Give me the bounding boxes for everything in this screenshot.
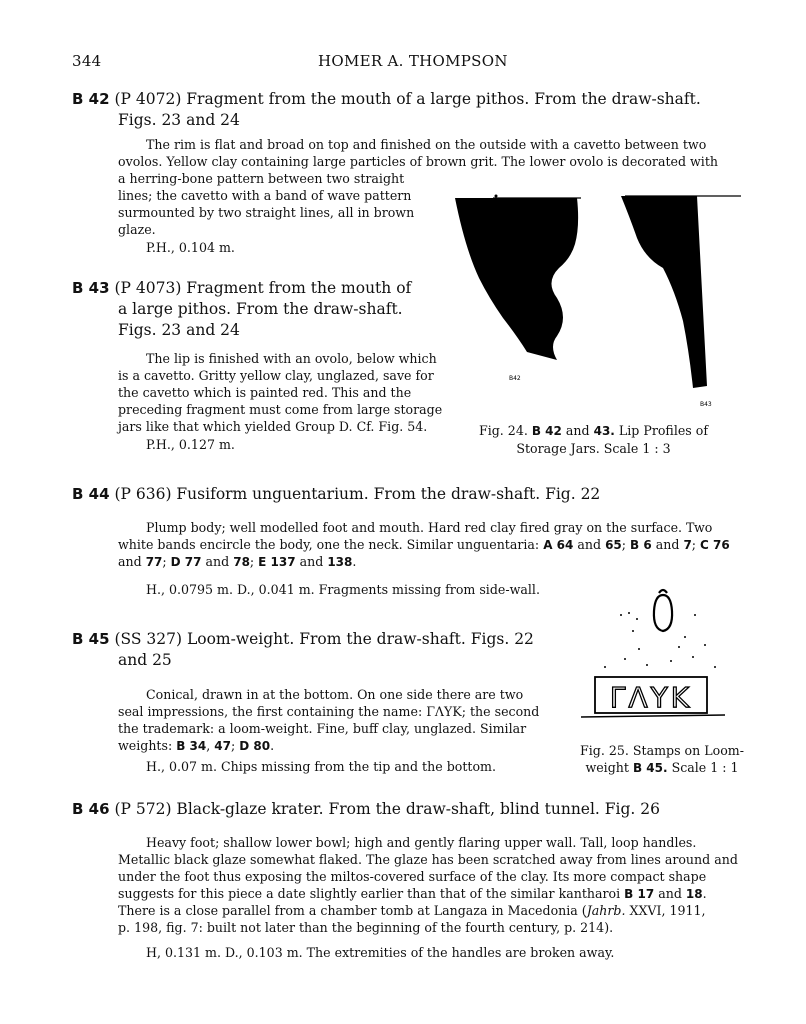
description-text: and bbox=[655, 537, 680, 552]
loom-weight-stamp bbox=[654, 590, 672, 631]
catalogue-number: B 43 bbox=[72, 279, 110, 297]
description-text: and bbox=[299, 554, 324, 569]
description-line: jars like that which yielded Group D. Cf. Fig. 54. bbox=[118, 419, 428, 434]
description-line: the cavetto which is painted red. This and the bbox=[118, 385, 412, 400]
description-line: lines; the cavetto with a band of wave pattern bbox=[118, 188, 412, 203]
stipple-dots bbox=[604, 612, 716, 668]
caption-ref: 43. bbox=[593, 424, 615, 438]
measurements: H, 0.131 m. D., 0.103 m. The extremities of the handles are broken away. bbox=[146, 945, 615, 960]
entry-b46-heading bbox=[72, 799, 660, 820]
figure-24-profiles bbox=[445, 186, 745, 416]
description-line: a herring-bone pattern between two straight bbox=[118, 171, 405, 186]
description-line: The lip is finished with an ovolo, below which bbox=[146, 351, 437, 366]
description-text: XXVI, 1911, bbox=[629, 903, 706, 918]
caption-text: and bbox=[565, 423, 590, 438]
entry-title-cont: Figs. 23 and 24 bbox=[118, 321, 240, 339]
description-line: Heavy foot; shallow lower bowl; high and gently flaring upper wall. Tall, loop handles. bbox=[146, 835, 697, 850]
measurements: P.H., 0.127 m. bbox=[146, 437, 235, 452]
measurements: P.H., 0.104 m. bbox=[146, 240, 235, 255]
description-line: surmounted by two straight lines, all in brown bbox=[118, 205, 415, 220]
stamp-name: ΓΛΥΚ bbox=[609, 681, 693, 714]
description-text: There is a close parallel from a chamber tomb at Langaza in Macedonia ( bbox=[118, 903, 587, 918]
description-line: The rim is flat and broad on top and finished on the outside with a cavetto between two bbox=[146, 137, 707, 152]
description-line: p. 198, fig. 7: built not later than the beginning of the fourth century, p. 214). bbox=[118, 920, 614, 935]
measurements: H., 0.07 m. Chips missing from the tip and the bottom. bbox=[146, 759, 496, 774]
caption-ref: B 45. bbox=[632, 761, 668, 775]
description-line: suggests for this piece a date slightly earlier than that of the similar kantharoi B 17 and 18. bbox=[118, 886, 707, 901]
catalogue-ref: 7 bbox=[683, 538, 692, 552]
rim-dot bbox=[495, 195, 498, 198]
entry-title: (P 572) Black-glaze krater. From the draw-shaft, blind tunnel. Fig. 26 bbox=[114, 800, 660, 818]
entry-title-cont: a large pithos. From the draw-shaft. bbox=[118, 300, 403, 318]
description-line: Conical, drawn in at the bottom. On one side there are two bbox=[146, 687, 524, 702]
description-line: and 77; D 77 and 78; E 137 and 138. bbox=[118, 554, 357, 569]
catalogue-ref: C 76 bbox=[700, 538, 730, 552]
figure-25-caption bbox=[572, 742, 752, 777]
caption-text: Fig. 24. bbox=[478, 423, 528, 438]
catalogue-ref: 78 bbox=[233, 555, 250, 569]
measurements: H., 0.0795 m. D., 0.041 m. Fragments missing from side-wall. bbox=[146, 582, 540, 597]
catalogue-ref: B 17 bbox=[624, 887, 655, 901]
description-line: under the foot thus exposing the miltos-covered surface of the clay. Its more compact shape bbox=[118, 869, 707, 884]
catalogue-ref: 47 bbox=[214, 739, 231, 753]
page-number: 344 bbox=[72, 52, 102, 70]
journal-title: Jahrb. bbox=[586, 903, 626, 918]
caption-line: Fig. 25. Stamps on Loom- bbox=[580, 743, 744, 758]
catalogue-ref: E 137 bbox=[258, 555, 296, 569]
description-line: the trademark: a loom-weight. Fine, buff clay, unglazed. Similar bbox=[118, 721, 527, 736]
caption-line: Storage Jars. Scale 1 : 3 bbox=[516, 441, 671, 456]
description-line: Metallic black glaze somewhat flaked. The glaze has been scratched away from lines around and bbox=[118, 852, 738, 867]
description-text: and bbox=[118, 554, 142, 569]
entry-b42-heading bbox=[72, 89, 752, 110]
profile-b43 bbox=[621, 196, 707, 388]
description-text: suggests for this piece a date slightly earlier than that of the similar kantharoi bbox=[118, 886, 621, 901]
catalogue-number: B 42 bbox=[72, 90, 110, 108]
description-line: seal impressions, the first containing the name: ΓΛΥΚ; the second bbox=[118, 704, 540, 719]
catalogue-number: B 46 bbox=[72, 800, 110, 818]
entry-title-cont: and 25 bbox=[118, 651, 172, 669]
catalogue-number: B 45 bbox=[72, 630, 110, 648]
entry-title: (P 4073) Fragment from the mouth of bbox=[114, 279, 412, 297]
description-line: is a cavetto. Gritty yellow clay, unglazed, save for bbox=[118, 368, 434, 383]
caption-ref: B 42 bbox=[531, 424, 562, 438]
entry-b44-heading bbox=[72, 484, 600, 505]
figure-25-stamps bbox=[575, 585, 745, 735]
caption-text: weight bbox=[585, 760, 629, 775]
catalogue-ref: 18 bbox=[685, 887, 703, 901]
catalogue-ref: A 64 bbox=[543, 538, 574, 552]
stamp-baseline bbox=[581, 715, 725, 717]
description-text: weights: bbox=[118, 738, 173, 753]
description-line: ovolos. Yellow clay containing large particles of brown grit. The lower ovolo is decorated with bbox=[118, 154, 719, 169]
catalogue-ref: D 77 bbox=[170, 555, 202, 569]
description-text: white bands encircle the body, one the neck. Similar unguentaria: bbox=[118, 537, 540, 552]
caption-text: Scale 1 : 1 bbox=[671, 760, 739, 775]
description-line: white bands encircle the body, one the neck. Similar unguentaria: A 64 and 65; B 6 and 7; C 76 bbox=[118, 537, 730, 552]
figure-24-caption bbox=[456, 422, 731, 457]
caption-text: Lip Profiles of bbox=[618, 423, 709, 438]
description-line: preceding fragment must come from large storage bbox=[118, 402, 443, 417]
entry-title: (SS 327) Loom-weight. From the draw-shaft. Figs. 22 bbox=[114, 630, 534, 648]
profile-b42 bbox=[455, 198, 578, 360]
catalogue-ref: 138 bbox=[327, 555, 353, 569]
caption-line bbox=[456, 422, 731, 440]
label-b42: B42 bbox=[509, 375, 521, 382]
entry-b43-heading bbox=[72, 278, 411, 299]
catalogue-ref: 77 bbox=[145, 555, 163, 569]
running-title: HOMER A. THOMPSON bbox=[318, 52, 508, 70]
description-line: Plump body; well modelled foot and mouth. Hard red clay fired gray on the surface. Two bbox=[146, 520, 713, 535]
label-b43: B43 bbox=[700, 401, 712, 408]
catalogue-ref: D 80 bbox=[239, 739, 271, 753]
description-line: glaze. bbox=[118, 222, 156, 237]
entry-title: (P 636) Fusiform unguentarium. From the draw-shaft. Fig. 22 bbox=[114, 485, 601, 503]
entry-title: (P 4072) Fragment from the mouth of a large pithos. From the draw-shaft. bbox=[114, 90, 701, 108]
catalogue-ref: 65 bbox=[605, 538, 622, 552]
caption-line bbox=[572, 759, 752, 777]
description-text: and bbox=[205, 554, 230, 569]
description-line: weights: B 34, 47; D 80. bbox=[118, 738, 275, 753]
description-text: and bbox=[658, 886, 682, 901]
entry-b45-heading bbox=[72, 629, 534, 650]
catalogue-number: B 44 bbox=[72, 485, 110, 503]
description-text: and bbox=[577, 537, 602, 552]
catalogue-ref: B 34 bbox=[176, 739, 207, 753]
description-line bbox=[118, 902, 706, 920]
entry-title-cont: Figs. 23 and 24 bbox=[118, 111, 240, 129]
catalogue-ref: B 6 bbox=[630, 538, 652, 552]
